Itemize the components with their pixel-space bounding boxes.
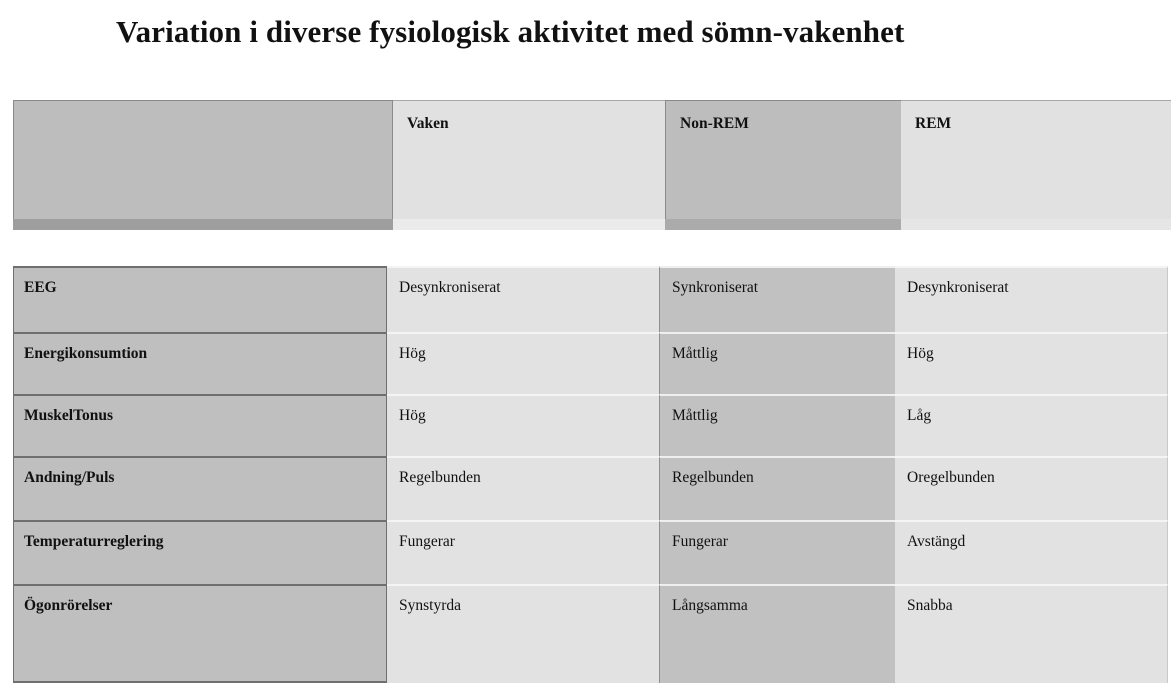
table-body <box>13 266 1168 683</box>
table-row <box>13 394 1168 456</box>
table-cell: Låg <box>895 394 1168 456</box>
table-cell: Hög <box>895 332 1168 394</box>
table-cell: Måttlig <box>659 394 895 456</box>
table-cell: Avstängd <box>895 520 1168 584</box>
header-divider <box>901 219 1171 230</box>
header-cell-vaken: Vaken <box>393 100 665 219</box>
table-cell: Snabba <box>895 584 1168 683</box>
header-divider <box>393 219 665 230</box>
page-title: Variation i diverse fysiologisk aktivitet med sömn-vakenhet <box>116 14 905 49</box>
header-cell-empty <box>13 100 393 219</box>
row-label: Energikonsumtion <box>13 332 387 394</box>
table-cell: Måttlig <box>659 332 895 394</box>
table-header <box>13 100 1171 230</box>
table-cell: Fungerar <box>387 520 659 584</box>
header-divider <box>13 219 393 230</box>
table-cell: Hög <box>387 394 659 456</box>
row-label: Ögonrörelser <box>13 584 387 683</box>
table-cell: Synkroniserat <box>659 266 895 332</box>
table-cell: Långsamma <box>659 584 895 683</box>
header-cell-non-rem: Non-REM <box>665 100 901 219</box>
table-cell: Desynkroniserat <box>387 266 659 332</box>
table-cell: Hög <box>387 332 659 394</box>
row-label: Temperaturreglering <box>13 520 387 584</box>
table-row <box>13 584 1168 683</box>
table-cell: Regelbunden <box>387 456 659 520</box>
table-row <box>13 266 1168 332</box>
table-row <box>13 332 1168 394</box>
header-cell-rem: REM <box>901 100 1171 219</box>
header-divider <box>665 219 901 230</box>
table-row <box>13 456 1168 520</box>
table-cell: Desynkroniserat <box>895 266 1168 332</box>
row-label: Andning/Puls <box>13 456 387 520</box>
row-label: EEG <box>13 266 387 332</box>
table-cell: Synstyrda <box>387 584 659 683</box>
table-cell: Fungerar <box>659 520 895 584</box>
table-cell: Regelbunden <box>659 456 895 520</box>
row-label: MuskelTonus <box>13 394 387 456</box>
table-cell: Oregelbunden <box>895 456 1168 520</box>
table-row <box>13 520 1168 584</box>
